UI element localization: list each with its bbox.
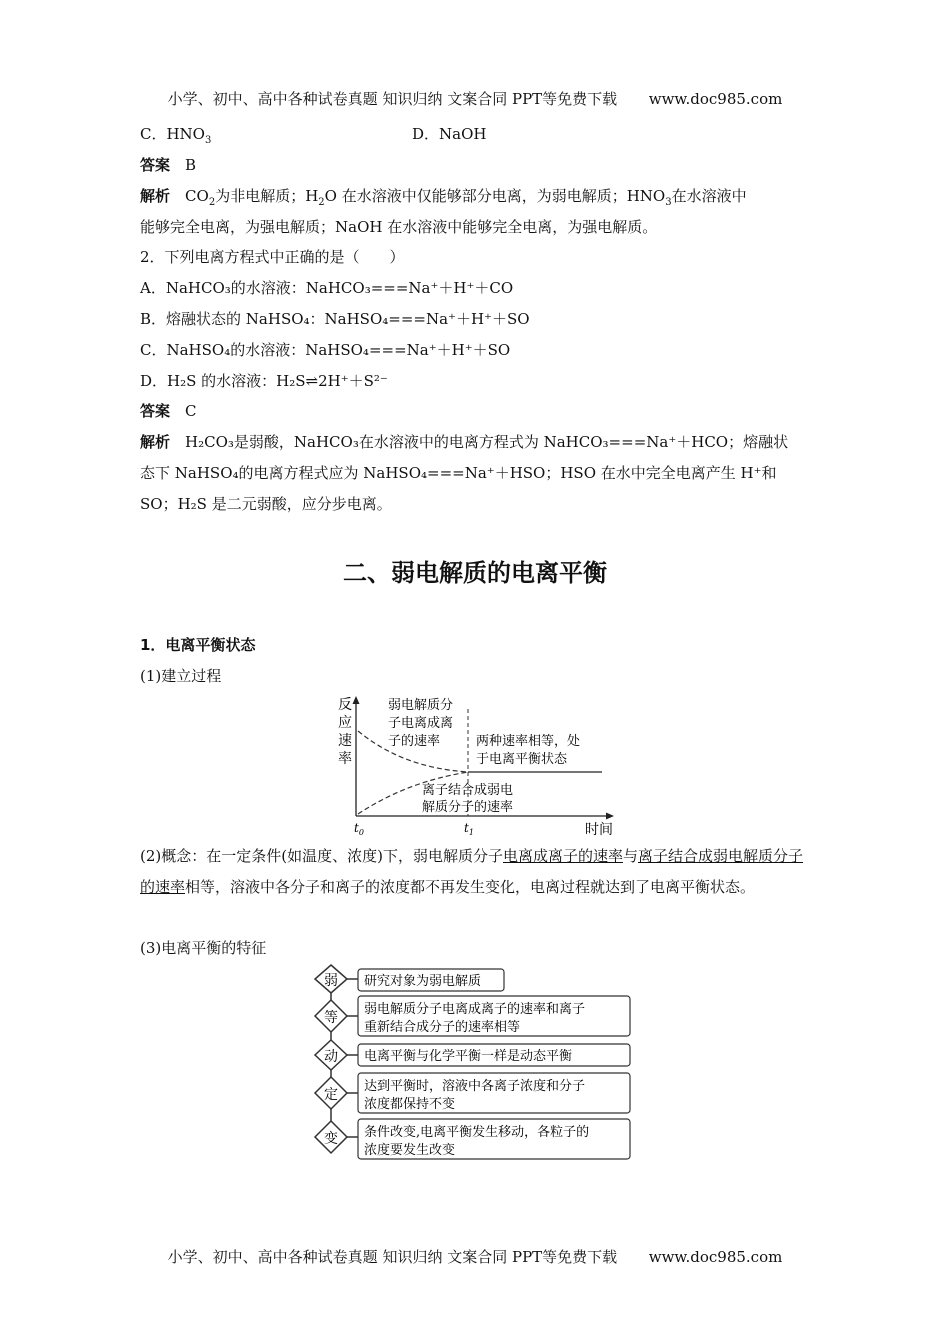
svg-text:达到平衡时，溶液中各离子浓度和分子: 达到平衡时，溶液中各离子浓度和分子 — [364, 1079, 586, 1094]
label-combine-rate — [422, 782, 513, 815]
concept-underline-1: 电离成离子的速率 — [502, 847, 623, 865]
y-axis-arrow-icon — [353, 696, 360, 704]
para-build-process: (1)建立过程 — [140, 667, 222, 685]
svg-text:弱电解质分: 弱电解质分 — [388, 698, 454, 713]
section-title: 二、弱电解质的电离平衡 — [343, 558, 607, 587]
concept-underline-2: 离子结合成弱电解质分子的速率 — [140, 847, 804, 896]
svg-text:动: 动 — [324, 1049, 338, 1065]
svg-text:变: 变 — [324, 1131, 338, 1147]
feature-row-weak — [315, 965, 504, 993]
q1-option-d: D．NaOH — [412, 125, 487, 143]
footer-text: 小学、初中、高中各种试卷真题 知识归纳 文案合同 PPT等免费下载 — [167, 1248, 618, 1266]
svg-text:浓度都保持不变: 浓度都保持不变 — [364, 1097, 456, 1112]
feature-row-change — [315, 1119, 630, 1159]
svg-text:条件改变,电离平衡发生移动，各粒子的: 条件改变,电离平衡发生移动，各粒子的 — [364, 1125, 590, 1140]
svg-text:弱: 弱 — [324, 973, 338, 989]
svg-text:浓度要发生改变: 浓度要发生改变 — [364, 1143, 456, 1158]
svg-text:弱电解质分子电离成离子的速率和离子: 弱电解质分子电离成离子的速率和离子 — [364, 1002, 586, 1017]
t0-label — [354, 821, 364, 837]
header-text: 小学、初中、高中各种试卷真题 知识归纳 文案合同 PPT等免费下载 — [167, 90, 618, 108]
svg-text:t0: $t_0$ — [354, 821, 364, 837]
svg-text:电离平衡与化学平衡一样是动态平衡: 电离平衡与化学平衡一样是动态平衡 — [364, 1049, 573, 1064]
para-concept: (2)概念：在一定条件(如温度、浓度)下，弱电解质分子电离成离子的速率与离子结合成弱电解质分子的速率相等，溶液中各分子和离子的浓度都不再发生变化，电离过程就达到了电离平衡状态。 — [140, 847, 804, 896]
y-axis-label — [338, 697, 352, 767]
q1-option-c: C．$HNO_3$ — [140, 125, 212, 146]
x-axis-label: 时间 — [585, 822, 613, 837]
x-axis-arrow-icon — [606, 813, 614, 820]
svg-text:两种速率相等，处: 两种速率相等，处 — [476, 734, 581, 749]
q2-stem: 2．下列电离方程式中正确的是（ ） — [140, 248, 405, 266]
q2-answer: 答案 C — [140, 402, 197, 420]
q2-option-d: D．H₂S 的水溶液：H₂S⇌2H⁺＋S²⁻ — [140, 372, 388, 390]
q1-answer: 答案 B — [140, 156, 197, 174]
q1-analysis-line1: 解析 $CO_2$为非电解质；$H_2O$ 在水溶液中仅能够部分电离，为弱电解质；$HNO_3$在水溶液中 — [140, 187, 747, 208]
svg-text:子电离成离: 子电离成离 — [388, 716, 454, 731]
feature-row-equal — [315, 996, 630, 1036]
sub-heading-1: 1．电离平衡状态 — [140, 636, 256, 654]
header-url[interactable]: www.doc985.com — [648, 90, 783, 108]
para-features: (3)电离平衡的特征 — [140, 939, 267, 957]
svg-text:应: 应 — [338, 715, 352, 731]
svg-text:离子结合成弱电: 离子结合成弱电 — [422, 783, 514, 798]
svg-text:反: 反 — [338, 697, 352, 713]
page-header — [0, 88, 950, 109]
svg-text:等: 等 — [324, 1010, 338, 1026]
svg-text:解质分子的速率: 解质分子的速率 — [422, 800, 514, 815]
feature-row-fixed — [315, 1073, 630, 1113]
svg-text:于电离平衡状态: 于电离平衡状态 — [476, 752, 568, 767]
svg-text:子的速率: 子的速率 — [388, 734, 441, 749]
svg-text:研究对象为弱电解质: 研究对象为弱电解质 — [364, 974, 482, 989]
svg-text:定: 定 — [324, 1087, 338, 1103]
feature-row-dynamic — [315, 1040, 630, 1070]
svg-text:速: 速 — [338, 733, 352, 749]
svg-text:重新结合成分子的速率相等: 重新结合成分子的速率相等 — [364, 1020, 521, 1035]
q2-analysis-line1: 解析 H₂CO₃是弱酸，NaHCO₃在水溶液中的电离方程式为 NaHCO₃===Na⁺＋HCO；熔融状 — [140, 433, 789, 451]
q1-analysis-line2: 能够完全电离，为强电解质；NaOH 在水溶液中能够完全电离，为强电解质。 — [140, 218, 658, 236]
q2-option-a: A．NaHCO₃的水溶液：NaHCO₃===Na⁺＋H⁺＋CO — [140, 279, 514, 297]
equilibrium-features-diagram — [312, 961, 634, 1167]
q2-option-b: B．熔融状态的 NaHSO₄：NaHSO₄===Na⁺＋H⁺＋SO — [140, 310, 530, 328]
svg-text:t1: $t_1$ — [464, 821, 474, 837]
label-equilibrium — [476, 733, 580, 767]
footer-url[interactable]: www.doc985.com — [648, 1248, 783, 1266]
q2-analysis-line3: SO；H₂S 是二元弱酸，应分步电离。 — [140, 495, 392, 513]
t1-label — [464, 821, 474, 837]
q2-option-c: C．NaHSO₄的水溶液：NaHSO₄===Na⁺＋H⁺＋SO — [140, 341, 511, 359]
svg-text:率: 率 — [338, 751, 352, 767]
rate-time-chart — [330, 693, 620, 837]
q2-analysis-line2: 态下 NaHSO₄的电离方程式应为 NaHSO₄===Na⁺＋HSO；HSO 在水中完全电离产生 H⁺和 — [140, 464, 777, 482]
label-ionize-rate — [388, 697, 453, 749]
page-footer — [0, 1246, 950, 1267]
